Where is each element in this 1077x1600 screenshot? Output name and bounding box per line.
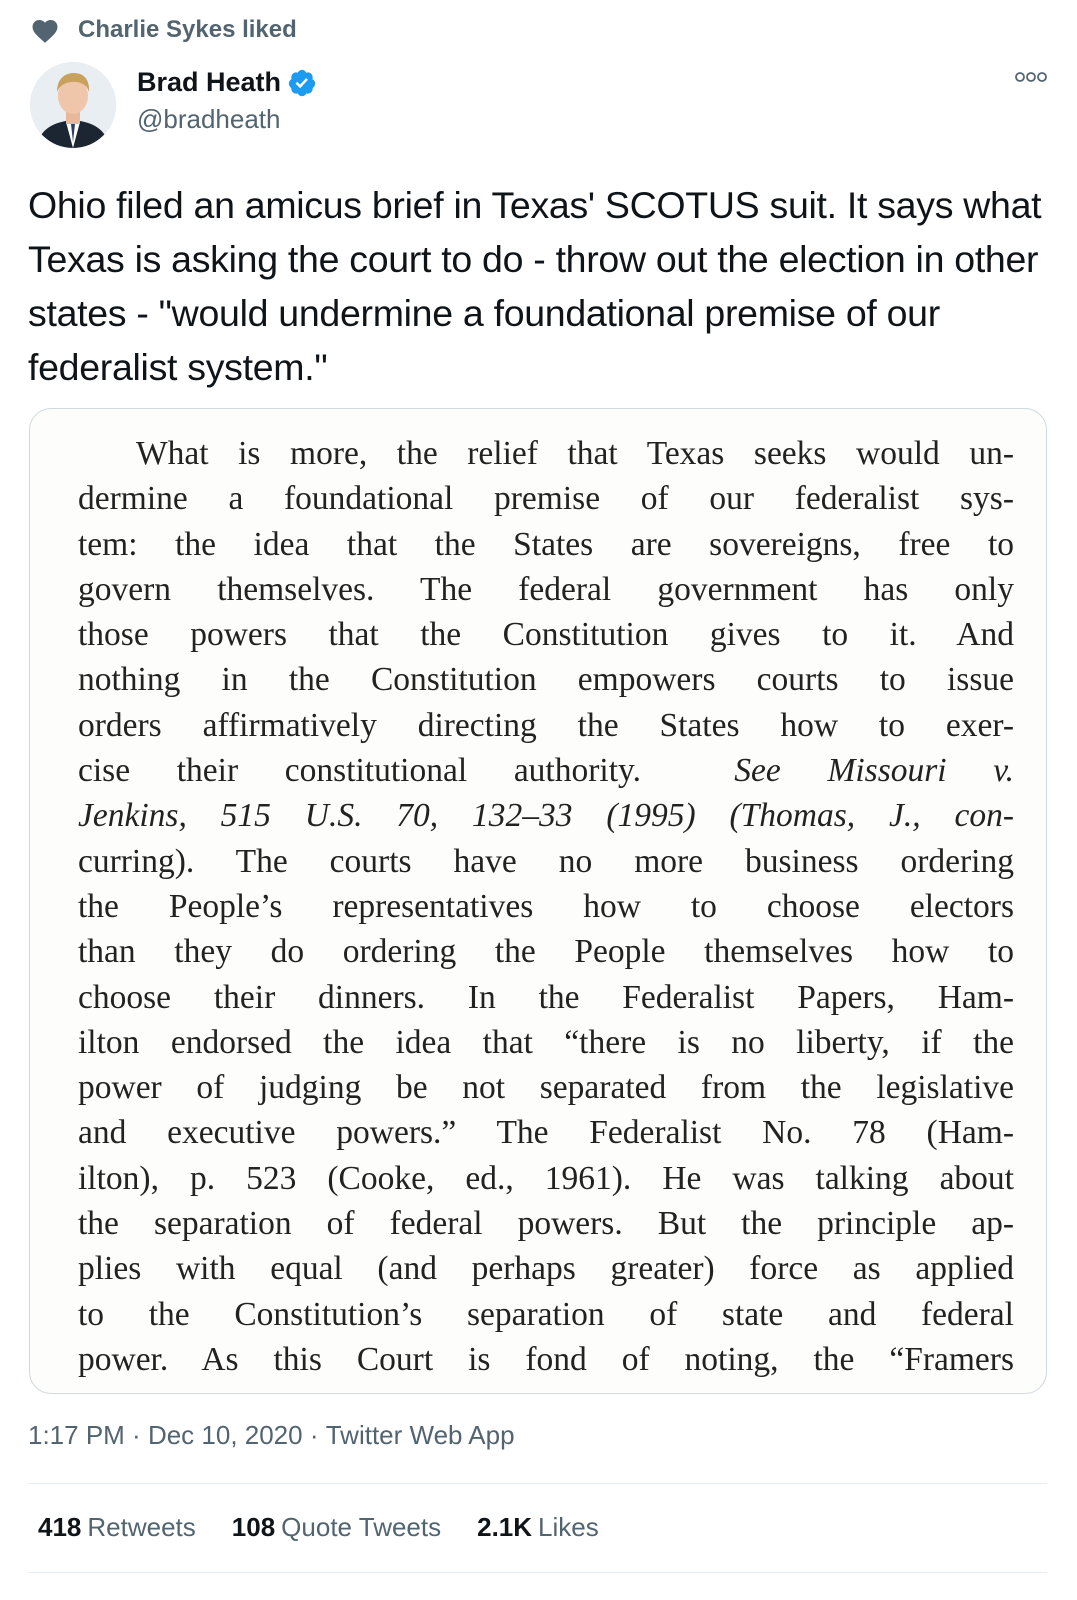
document-line: govern themselves. The federal government has only: [78, 570, 1014, 608]
document-line-with-citation: [78, 748, 1014, 793]
document-line: than they do ordering the People themselves how to: [78, 933, 1014, 971]
tweet-media-image[interactable]: [29, 408, 1047, 1394]
document-line-text: cise their constitutional authority.: [78, 752, 641, 790]
document-line: those powers that the Constitution gives to it. And: [78, 616, 1014, 654]
document-line: the People’s representatives how to choose electors: [78, 887, 1014, 925]
document-line: power. As this Court is fond of noting, the “Framers: [78, 1340, 1014, 1378]
document-line: [78, 793, 1014, 838]
document-line: nothing in the Constitution empowers courts to issue: [78, 661, 1014, 699]
author-name-row[interactable]: [137, 67, 317, 98]
tweet-source[interactable]: Twitter Web App: [325, 1420, 515, 1450]
divider: [28, 1572, 1047, 1573]
divider: [28, 1483, 1047, 1484]
document-text: [78, 431, 1014, 1382]
author-handle[interactable]: @bradheath: [137, 104, 281, 134]
likes-stat[interactable]: [477, 1512, 599, 1543]
document-line-text: Jenkins, 515 U.S. 70, 132–33 (1995) (Thomas, J., con-: [78, 797, 1014, 835]
retweets-stat[interactable]: [38, 1512, 196, 1543]
likes-count: 2.1K: [477, 1512, 533, 1542]
likes-label: Likes: [538, 1512, 599, 1542]
document-line: and executive powers.” The Federalist No. 78 (Ham-: [78, 1114, 1014, 1152]
tweet-time[interactable]: 1:17 PM: [28, 1420, 125, 1450]
tweet-text: Ohio filed an amicus brief in Texas' SCOTUS suit. It says what Texas is asking the court to do - throw out the election in other states - "would undermine a foundational premise of our federalist system.": [28, 184, 1051, 388]
quote-tweets-stat[interactable]: [232, 1512, 441, 1543]
avatar[interactable]: [30, 62, 116, 148]
social-context[interactable]: [30, 16, 297, 44]
document-line: orders affirmatively directing the States how to exer-: [78, 706, 1014, 744]
document-line: curring). The courts have no more business ordering: [78, 842, 1014, 880]
document-line: to the Constitution’s separation of state and federal: [78, 1295, 1014, 1333]
retweets-count: 418: [38, 1512, 82, 1542]
avatar-image: [30, 62, 116, 148]
more-options-button[interactable]: [1015, 70, 1047, 89]
tweet-timestamp-row: [28, 1420, 515, 1451]
document-line: the separation of federal powers. But the principle ap-: [78, 1205, 1014, 1243]
document-line: dermine a foundational premise of our federalist sys-: [78, 480, 1014, 518]
retweets-label: Retweets: [87, 1512, 196, 1542]
document-line: ilton), p. 523 (Cooke, ed., 1961). He was talking about: [78, 1159, 1014, 1197]
document-line: plies with equal (and perhaps greater) force as applied: [78, 1250, 1014, 1288]
author-display-name[interactable]: Brad Heath: [137, 67, 282, 97]
heart-icon: [30, 16, 60, 44]
social-context-label: Charlie Sykes liked: [78, 16, 297, 43]
tweet-stats: [38, 1512, 599, 1543]
quote-tweets-count: 108: [231, 1512, 276, 1542]
document-line: choose their dinners. In the Federalist Papers, Ham-: [78, 978, 1014, 1016]
document-line: What is more, the relief that Texas seeks would un-: [136, 435, 1014, 472]
document-line: ilton endorsed the idea that “there is no liberty, if the: [78, 1023, 1014, 1061]
verified-badge-icon: [287, 68, 317, 98]
quote-tweets-label: Quote Tweets: [281, 1512, 442, 1542]
document-line: power of judging be not separated from the legislative: [78, 1069, 1014, 1107]
document-citation-italic: See Missouri v.: [734, 752, 1014, 790]
tweet-date[interactable]: Dec 10, 2020: [147, 1420, 303, 1450]
separator: ·: [124, 1420, 148, 1450]
more-dots-icon: [1015, 70, 1047, 84]
document-line: tem: the idea that the States are sovereigns, free to: [78, 525, 1014, 563]
separator: ·: [302, 1420, 326, 1450]
